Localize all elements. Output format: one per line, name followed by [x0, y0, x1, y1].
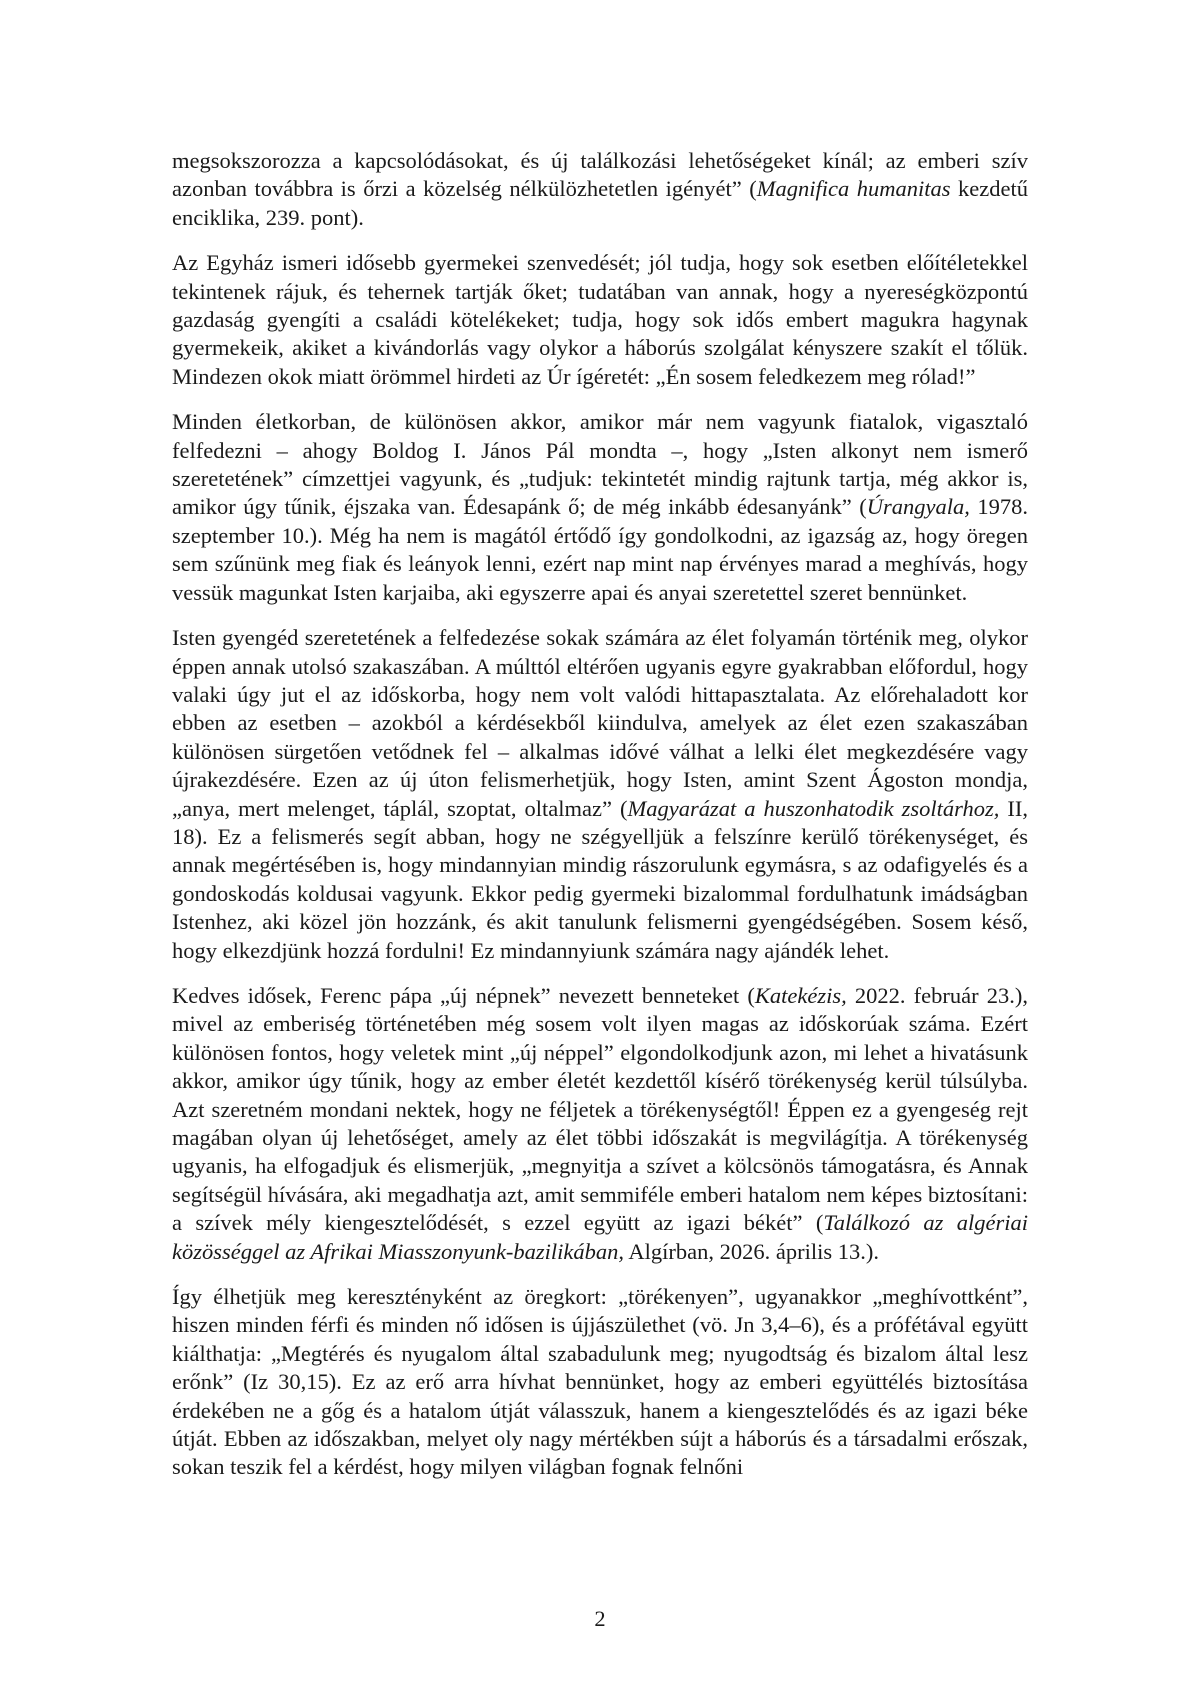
- text-run: megsokszorozza a kapcsolódásokat, és új találkozási lehetőségeket kínál; az emberi szív azonban továbbra is őrzi a közelség nélkülözhetetlen igényét” (: [172, 148, 1028, 202]
- text-run: Így élhetjük meg keresztényként az öregkort: „törékenyen”, ugyanakkor „meghívottként”, hiszen minden férfi és minden nő idősen is újjászülethet (vö. Jn 3,4–6), és a prófétával együtt kiálthatja: „Megtérés és nyugalom által szabadulunk meg; nyugodtság és bizalom által lesz erőnk” (Iz 30,15). Ez az erő arra hívhat bennünket, hogy az emberi együttélés biztosítása érdekében ne a gőg és a hatalom útját válasszuk, hanem a kiengesztelődés és az igazi béke útját. Ebben az időszakban, melyet oly nagy mértékben sújt a háborús és a társadalmi erőszak, sokan teszik fel a kérdést, hogy milyen világban fognak felnőni: [172, 1284, 1028, 1480]
- page-number: 2: [594, 1606, 606, 1631]
- italic-citation: Úrangyala,: [866, 494, 970, 520]
- italic-citation: Magnifica humanitas: [756, 176, 951, 202]
- text-run: Isten gyengéd szeretetének a felfedezése sokak számára az élet folyamán történik meg, olykor éppen annak utolsó szakaszában. A múlttól eltérően ugyanis egyre gyakrabban előfordul, hogy valaki úgy jut el az időskorba, hogy nem volt valódi hittapasztalata. Az előrehaladott kor ebben az esetben – azokból a kérdésekből kiindulva, amelyek az élet ezen szakaszában különösen sürgetően vetődnek fel – alkalmas idővé válhat a lelki élet megkezdésére vagy újrakezdésére. Ezen az új úton felismerhetjük, hogy Isten, amint Szent Ágoston mondja, „anya, mert melenget, táplál, szoptat, oltalmaz” (: [172, 625, 1028, 821]
- text-run: Az Egyház ismeri idősebb gyermekei szenvedését; jól tudja, hogy sok esetben előítéletekkel tekintenek rájuk, és tehernek tartják őket; tudatában van annak, hogy a nyereségközpontú gazdaság gyengíti a családi kötelékeket; tudja, hogy sok idős embert magukra hagynak gyermekeik, akiket a kivándorlás vagy olykor a háborús szolgálat kényszere szakít el tőlük. Mindezen okok miatt örömmel hirdeti az Úr ígéretét: „Én sosem feledkezem meg rólad!”: [172, 250, 1028, 389]
- text-run: Kedves idősek, Ferenc pápa „új népnek” nevezett benneteket (: [172, 982, 755, 1008]
- paragraph-5: [172, 982, 1028, 1266]
- paragraph-3: [172, 408, 1028, 607]
- text-run: 1978. szeptember 10.). Még ha nem is magától értődő így gondolkodni, az igazság az, hogy öregen sem szűnünk meg fiak és leányok lenni, ezért nap mint nap érvényes marad a meghívás, hogy vessük magunkat Isten karjaiba, aki egyszerre apai és anyai szeretettel szeret bennünket.: [172, 494, 1029, 605]
- paragraph-2: [172, 249, 1028, 391]
- italic-citation: Magyarázat a huszonhatodik zsoltárhoz,: [627, 795, 1000, 821]
- text-run: 2022. február 23.), mivel az emberiség történetében még sosem volt ilyen magas az időskorúak száma. Ezért különösen fontos, hogy veletek mint „új néppel” elgondolkodjunk azon, mi lehet a hivatásunk akkor, amikor úgy tűnik, hogy az ember életét kezdettől kísérő törékenység kerül túlsúlyba. Azt szeretném mondani nektek, hogy ne féljetek a törékenységtől! Éppen ez a gyengeség rejt magában olyan új lehetőséget, amely az élet többi időszakát is megvilágítja. A törékenység ugyanis, ha elfogadjuk és elismerjük, „megnyitja a szívet a kölcsönös támogatásra, és Annak segítségül hívására, aki megadhatja azt, amit semmiféle emberi hatalom nem képes biztosítani: a szívek mély kiengesztelődését, s ezzel együtt az igazi békét” (: [172, 982, 1028, 1236]
- italic-citation: Találkozó az algériai közösséggel az Afrikai Miasszonyunk-bazilikában,: [172, 1210, 1028, 1264]
- paragraph-1: [172, 147, 1028, 232]
- text-run: Algírban, 2026. április 13.).: [624, 1238, 880, 1264]
- text-run: Minden életkorban, de különösen akkor, amikor már nem vagyunk fiatalok, vigasztaló felfedezni – ahogy Boldog I. János Pál mondta –, hogy „Isten alkonyt nem ismerő szeretetének” címzettjei vagyunk, és „tudjuk: tekintetét mindig rajtunk tartja, még akkor is, amikor úgy tűnik, éjszaka van. Édesapánk ő; de még inkább édesanyánk” (: [172, 409, 1028, 520]
- text-run: II, 18). Ez a felismerés segít abban, hogy ne szégyelljük a felszínre kerülő törékenységet, és annak megértésében is, hogy mindannyian mindig rászorulunk egymásra, s az odafigyelés és a gondoskodás koldusai vagyunk. Ekkor pedig gyermeki bizalommal fordulhatunk imádságban Istenhez, aki közel jön hozzánk, és akit tanulunk felismerni gyengédségében. Sosem késő, hogy elkezdjünk hozzá fordulni! Ez mindannyiunk számára nagy ajándék lehet.: [172, 795, 1028, 963]
- text-run: kezdetű enciklika, 239. pont).: [172, 176, 1028, 230]
- italic-citation: Katekézis,: [754, 982, 847, 1008]
- document-body: [172, 147, 1028, 1499]
- paragraph-4: [172, 624, 1028, 965]
- paragraph-6: [172, 1283, 1028, 1482]
